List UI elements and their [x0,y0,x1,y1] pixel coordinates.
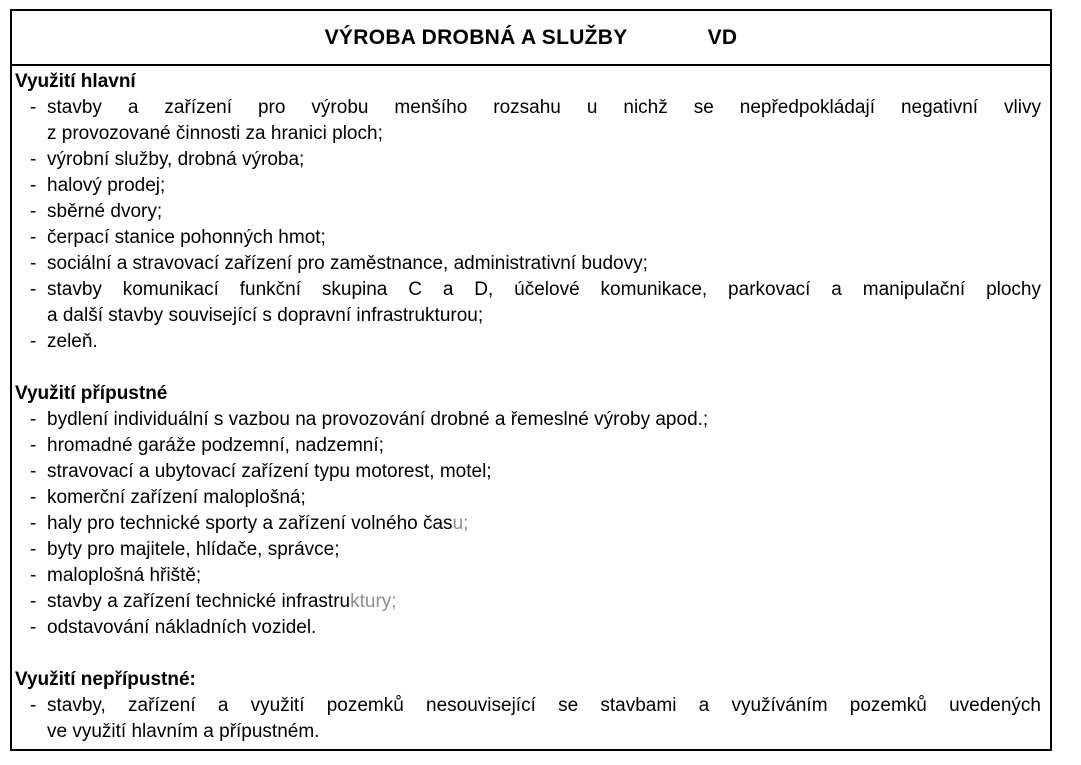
list-item [15,173,1041,199]
bullet-dash: - [30,149,37,170]
item-line [47,199,1041,225]
list-item [15,615,1041,641]
list-item [15,563,1041,589]
list-item [15,589,1041,615]
item-line [47,537,1041,563]
item-text: stravovací a ubytovací zařízení typu motorest, motel; [47,461,492,482]
list-item [15,95,1041,147]
item-text: halový prodej; [47,175,166,196]
item-text: sociální a stravovací zařízení pro zaměstnance, administrativní budovy; [47,253,648,274]
item-line [47,563,1041,589]
table-title: VÝROBA DROBNÁ A SLUŽBY [324,25,628,49]
item-text: stavby a zařízení pro výrobu menšího rozsahu u nichž se nepředpokládají negativní vlivy [47,97,1041,118]
section-heading: Využití nepřípustné: [15,669,196,690]
item-text: výrobní služby, drobná výroba; [47,149,305,170]
table-body [12,66,1050,745]
table-title-code: VD [707,25,738,49]
item-text: zeleň. [47,331,98,352]
bullet-dash: - [30,253,37,274]
bullet-dash: - [30,487,37,508]
item-text: z provozované činnosti za hranici ploch; [47,123,383,144]
item-text: stavby komunikací funkční skupina C a D, účelové komunikace, parkovací a manipulační plochy [47,279,1041,300]
section-heading: Využití přípustné [15,383,168,404]
list-item [15,329,1041,355]
bullet-dash: - [30,279,37,300]
item-text: stavby, zařízení a využití pozemků nesouvisející se stavbami a využíváním pozemků uvedených [47,695,1041,716]
list-item [15,485,1041,511]
section [15,381,1041,641]
bullet-dash: - [30,695,37,716]
bullet-dash: - [30,565,37,586]
bullet-dash: - [30,539,37,560]
bullet-dash: - [30,591,37,612]
item-text: hromadné garáže podzemní, nadzemní; [47,435,384,456]
list-item [15,433,1041,459]
section [15,667,1041,745]
item-line [47,147,1041,173]
item-text: čerpací stanice pohonných hmot; [47,227,326,248]
list-item [15,459,1041,485]
bullet-dash: - [30,435,37,456]
item-line [47,511,1041,537]
list-item [15,511,1041,537]
list-item [15,225,1041,251]
item-line [47,719,1041,745]
bullet-dash: - [30,175,37,196]
item-line [47,173,1041,199]
bullet-dash: - [30,331,37,352]
zoning-table [10,9,1052,751]
bullet-dash: - [30,201,37,222]
item-text: a další stavby související s dopravní infrastrukturou; [47,305,484,326]
list-item [15,199,1041,225]
list-item [15,537,1041,563]
item-text: sběrné dvory; [47,201,163,222]
table-title-row [12,11,1050,66]
section-heading: Využití hlavní [15,71,136,92]
item-text: odstavování nákladních vozidel. [47,617,317,638]
item-line [47,615,1041,641]
item-line [47,303,1041,329]
bullet-dash: - [30,617,37,638]
item-line [47,407,1041,433]
bullet-dash: - [30,461,37,482]
item-line [47,225,1041,251]
bullet-dash: - [30,227,37,248]
list-item [15,277,1041,329]
list-item [15,251,1041,277]
item-line [47,95,1041,121]
item-text: stavby a zařízení technické infrastru [47,591,351,612]
item-text-faded: ktury; [350,591,397,612]
item-line [47,589,1041,615]
bullet-dash: - [30,409,37,430]
item-line [47,485,1041,511]
item-text: maloplošná hřiště; [47,565,202,586]
list-item [15,147,1041,173]
item-text: komerční zařízení maloplošná; [47,487,306,508]
item-line [47,459,1041,485]
item-line [47,693,1041,719]
bullet-dash: - [30,97,37,118]
item-line [47,329,1041,355]
item-text: bydlení individuální s vazbou na provozování drobné a řemeslné výroby apod.; [47,409,709,430]
list-item [15,407,1041,433]
bullet-dash: - [30,513,37,534]
list-item [15,693,1041,745]
item-text: ve využití hlavním a přípustném. [47,721,320,742]
item-text: byty pro majitele, hlídače, správce; [47,539,340,560]
item-line [47,251,1041,277]
item-line [47,433,1041,459]
item-line [47,277,1041,303]
item-text: haly pro technické sporty a zařízení volného čas [47,513,453,534]
section [15,69,1041,355]
item-line [47,121,1041,147]
item-text-faded: u; [452,513,469,534]
